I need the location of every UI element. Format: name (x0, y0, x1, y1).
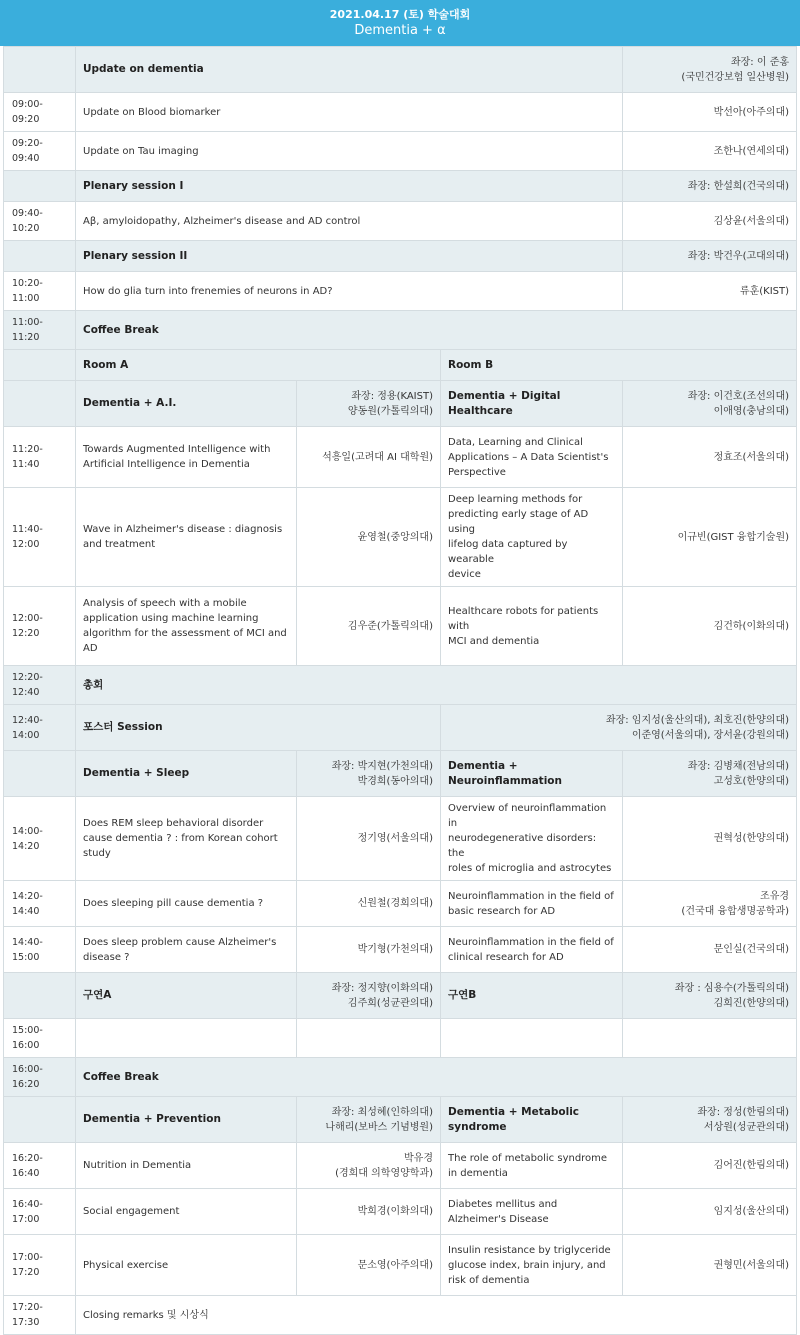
title-line: AD (83, 643, 98, 654)
title-line: device (448, 569, 481, 580)
session-title: Dementia + Sleep (76, 751, 297, 797)
session-chair (297, 973, 441, 1019)
speaker (623, 927, 797, 973)
title-line: Artificial Intelligence in Dementia (83, 459, 250, 470)
banner-title: Dementia + α (354, 23, 446, 38)
table-row (4, 587, 797, 666)
talk-title (76, 797, 297, 881)
time-cell: 14:40-15:00 (4, 927, 76, 973)
room-a-label: Room A (76, 350, 441, 381)
chair-line: 박경희(동아의대) (357, 775, 433, 787)
session-chair: 좌장: 박건우(고대의대) (623, 241, 797, 272)
time-cell: 17:20-17:30 (4, 1296, 76, 1335)
chair-line: 좌장: 정지향(이화의대) (331, 982, 433, 994)
talk-title (76, 587, 297, 666)
session-title (441, 751, 623, 797)
chair-line: (국민건강보험 일산병원) (681, 71, 790, 83)
title-line: Does sleep problem cause Alzheimer's (83, 936, 277, 948)
time-cell: 11:40-12:00 (4, 488, 76, 587)
time-cell: 10:20-11:00 (4, 272, 76, 311)
talk-title (441, 1189, 623, 1235)
talk-title (76, 427, 297, 488)
chair-line: 양동원(가톨릭의대) (347, 405, 433, 417)
speaker: 윤영철(중앙의대) (297, 488, 441, 587)
title-line: Dementia + Digital (448, 389, 561, 402)
table-row (4, 1296, 797, 1335)
talk-title (441, 881, 623, 927)
time-cell: 12:40-14:00 (4, 705, 76, 751)
talk-title (441, 927, 623, 973)
chair-line: 김주희(성균관의대) (347, 997, 433, 1009)
title-line: Neuroinflammation in the field of (448, 890, 614, 902)
title-line: in dementia (448, 1167, 508, 1179)
talk-title: Update on Blood biomarker (76, 93, 623, 132)
speaker (297, 1143, 441, 1189)
closing-label: Closing remarks 및 시상식 (76, 1296, 797, 1335)
speaker: 박기형(가천의대) (297, 927, 441, 973)
speaker: 류훈(KIST) (623, 272, 797, 311)
session-chair (623, 751, 797, 797)
table-row (4, 927, 797, 973)
speaker: 권형민(서울의대) (623, 1235, 797, 1296)
session-title: 구연A (76, 973, 297, 1019)
title-line: Dementia + (448, 759, 518, 772)
table-row (4, 1143, 797, 1189)
session-chair (623, 1097, 797, 1143)
title-line: Towards Augmented Intelligence with (83, 444, 271, 455)
speaker (623, 797, 797, 881)
table-row (4, 881, 797, 927)
speaker: 이규빈(GIST 융합기술원) (623, 488, 797, 587)
session-title: 구연B (441, 973, 623, 1019)
time-cell: 12:20-12:40 (4, 666, 76, 705)
speaker: 김상윤(서울의대) (623, 202, 797, 241)
session-header (4, 47, 797, 93)
speaker (623, 881, 797, 927)
speaker: 김어진(한림의대) (623, 1143, 797, 1189)
title-line: Analysis of speech with a mobile (83, 598, 247, 609)
session-title: 포스터 Session (76, 705, 441, 751)
title-line: Dementia + Metabolic (448, 1105, 580, 1118)
title-line: predicting early stage of AD using (448, 509, 589, 535)
poster-row (4, 705, 797, 751)
break-label: 총회 (76, 666, 797, 705)
table-row (4, 93, 797, 132)
session-header (4, 171, 797, 202)
talk-title: Physical exercise (76, 1235, 297, 1296)
talk-title (441, 1235, 623, 1296)
chair-line: 이애영(충남의대) (713, 405, 790, 417)
time-cell: 14:20-14:40 (4, 881, 76, 927)
session-title: Update on dementia (76, 47, 623, 93)
session-header (4, 1097, 797, 1143)
table-row (4, 1189, 797, 1235)
chair-line: 좌장: 최성혜(인하의대) (331, 1106, 433, 1118)
chair-line: 김희진(한양의대) (713, 997, 790, 1009)
talk-title: Nutrition in Dementia (76, 1143, 297, 1189)
chair-line: 좌장: 김병채(전남의대) (687, 760, 790, 772)
speaker: 정기영(서울의대) (297, 797, 441, 881)
title-line: syndrome (448, 1120, 507, 1133)
title-line: application using machine learning (83, 613, 259, 624)
talk-title: Aβ, amyloidopathy, Alzheimer's disease and AD control (76, 202, 623, 241)
title-line: disease ? (83, 951, 130, 963)
title-line: Alzheimer's Disease (448, 1213, 549, 1225)
title-line: basic research for AD (448, 905, 556, 917)
speaker-line: (건국대 융합생명공학과) (681, 905, 790, 917)
time-cell: 09:00-09:20 (4, 93, 76, 132)
chair-line: 서상원(성균관의대) (703, 1121, 790, 1133)
table-row (4, 202, 797, 241)
room-header (4, 350, 797, 381)
time-cell: 12:00-12:20 (4, 587, 76, 666)
session-header (4, 751, 797, 797)
speaker: 정효조(서울의대) (623, 427, 797, 488)
title-line: Insulin resistance by triglyceride (448, 1244, 611, 1256)
title-line: Neuroinflammation (448, 774, 562, 787)
title-line: MCI and dementia (448, 635, 540, 647)
speaker-line: 박유경 (404, 1152, 433, 1164)
chair-line: 이준영(서울의대), 장서윤(강원의대) (631, 729, 790, 741)
session-header (4, 241, 797, 272)
break-label: Coffee Break (76, 1058, 797, 1097)
time-cell: 16:40-17:00 (4, 1189, 76, 1235)
time-cell: 17:00-17:20 (4, 1235, 76, 1296)
talk-title (441, 587, 623, 666)
speaker: 문소영(아주의대) (297, 1235, 441, 1296)
title-line: algorithm for the assessment of MCI and (83, 628, 287, 639)
table-row (4, 1019, 797, 1058)
title-line: roles of microglia and astrocytes (448, 863, 612, 874)
talk-title: Social engagement (76, 1189, 297, 1235)
session-title: Dementia + Prevention (76, 1097, 297, 1143)
title-line: Does REM sleep behavioral disorder (83, 818, 264, 829)
title-line: clinical research for AD (448, 951, 564, 963)
chair-line: 좌장: 이건호(조선의대) (687, 390, 790, 402)
speaker-line: 문인실(건국의대) (713, 944, 790, 955)
program-banner (0, 0, 800, 46)
title-line: risk of dementia (448, 1274, 530, 1286)
speaker: 조한나(연세의대) (623, 132, 797, 171)
table-row (4, 427, 797, 488)
speaker-line: 권혁성(한양의대) (713, 833, 790, 844)
title-line: neurodegenerative disorders: the (448, 833, 597, 859)
speaker: 김우준(가톨릭의대) (297, 587, 441, 666)
session-chair (623, 47, 797, 93)
title-line: Applications – A Data Scientist's (448, 451, 609, 463)
chair-line: 좌장: 박지현(가천의대) (331, 760, 433, 772)
chair-line: 좌장: 정성(한림의대) (697, 1106, 790, 1118)
session-chair (441, 705, 797, 751)
table-row (4, 1235, 797, 1296)
table-row (4, 272, 797, 311)
speaker: 임지성(울산의대) (623, 1189, 797, 1235)
session-header (4, 973, 797, 1019)
time-cell: 16:20-16:40 (4, 1143, 76, 1189)
session-chair (297, 381, 441, 427)
banner-date: 2021.04.17 (토) 학술대회 (329, 8, 471, 21)
title-line: lifelog data captured by wearable (448, 539, 568, 565)
session-title: Plenary session I (76, 171, 623, 202)
talk-title (441, 427, 623, 488)
speaker: 석흥일(고려대 AI 대학원) (297, 427, 441, 488)
speaker-line: (경희대 의학영양학과) (335, 1167, 433, 1179)
chair-line: 좌장: 이 준홍 (730, 56, 790, 68)
talk-title: How do glia turn into frenemies of neurons in AD? (76, 272, 623, 311)
session-title (441, 381, 623, 427)
title-line: glucose index, brain injury, and (448, 1259, 606, 1271)
time-cell: 16:00-16:20 (4, 1058, 76, 1097)
table-row (4, 488, 797, 587)
speaker: 신원철(경희의대) (297, 881, 441, 927)
chair-line: 나해리(보바스 기념병원) (325, 1121, 433, 1133)
time-cell: 14:00-14:20 (4, 797, 76, 881)
title-line: Overview of neuroinflammation in (448, 803, 607, 829)
title-line: cause dementia ? : from Korean cohort (83, 833, 278, 844)
time-cell: 09:40-10:20 (4, 202, 76, 241)
program-table (3, 46, 797, 1335)
session-chair (297, 1097, 441, 1143)
title-line: Deep learning methods for (448, 494, 583, 505)
talk-title: Update on Tau imaging (76, 132, 623, 171)
table-row (4, 797, 797, 881)
break-row (4, 311, 797, 350)
title-line: study (83, 848, 111, 859)
title-line: and treatment (83, 539, 156, 550)
talk-title (441, 488, 623, 587)
talk-title (441, 1143, 623, 1189)
chair-line: 좌장: 임지성(울산의대), 최호진(한양의대) (605, 714, 790, 726)
break-label: Coffee Break (76, 311, 797, 350)
break-row (4, 666, 797, 705)
session-chair: 좌장: 한설희(건국의대) (623, 171, 797, 202)
time-cell: 11:20-11:40 (4, 427, 76, 488)
session-title: Dementia + A.I. (76, 381, 297, 427)
speaker: 김건하(이화의대) (623, 587, 797, 666)
chair-line: 고성호(한양의대) (713, 775, 790, 787)
table-row (4, 132, 797, 171)
chair-line: 좌장: 정용(KAIST) (351, 390, 433, 402)
speaker: 박선아(아주의대) (623, 93, 797, 132)
title-line: Data, Learning and Clinical (448, 436, 583, 448)
session-chair (623, 381, 797, 427)
time-cell: 11:00-11:20 (4, 311, 76, 350)
talk-title (76, 488, 297, 587)
room-b-label: Room B (441, 350, 797, 381)
talk-title (76, 927, 297, 973)
title-line: Healthcare (448, 404, 513, 417)
session-header (4, 381, 797, 427)
time-cell: 15:00-16:00 (4, 1019, 76, 1058)
title-line: Diabetes mellitus and (448, 1198, 558, 1210)
session-title: Plenary session II (76, 241, 623, 272)
chair-line: 좌장 : 심용수(가톨릭의대) (674, 982, 790, 994)
speaker-line: 조유경 (760, 890, 790, 902)
talk-title (441, 797, 623, 881)
title-line: Wave in Alzheimer's disease : diagnosis (83, 524, 283, 535)
break-row (4, 1058, 797, 1097)
title-line: The role of metabolic syndrome (448, 1152, 608, 1164)
title-line: Perspective (448, 466, 506, 478)
session-title (441, 1097, 623, 1143)
title-line: Healthcare robots for patients with (448, 605, 599, 632)
title-line: Neuroinflammation in the field of (448, 936, 614, 948)
time-cell: 09:20-09:40 (4, 132, 76, 171)
talk-title: Does sleeping pill cause dementia ? (76, 881, 297, 927)
session-chair (297, 751, 441, 797)
session-chair (623, 973, 797, 1019)
speaker: 박희경(이화의대) (297, 1189, 441, 1235)
